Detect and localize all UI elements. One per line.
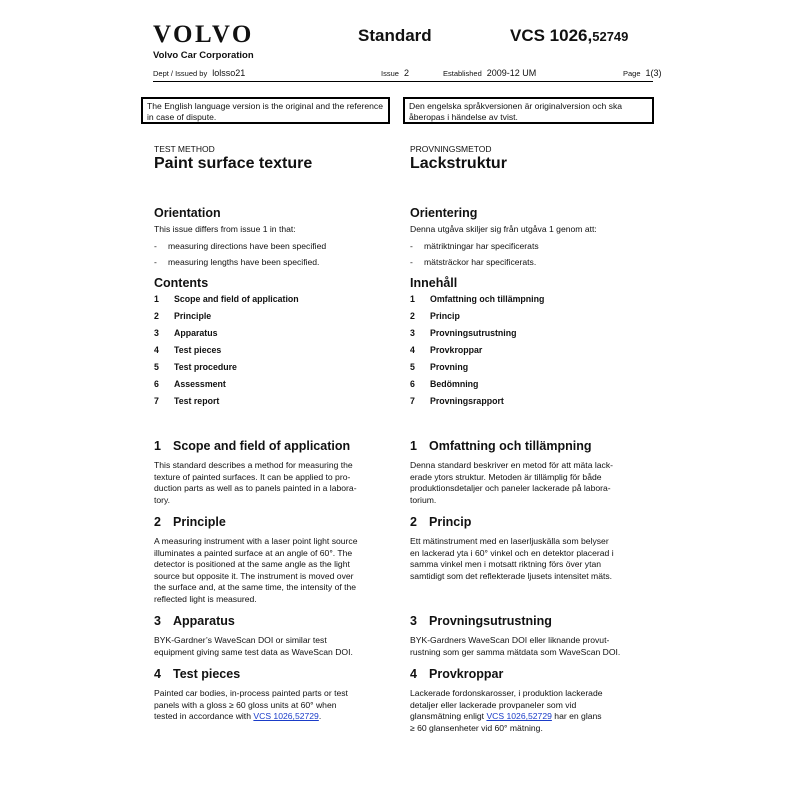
section-1-heading-sv: 1 Omfattning och tillämpning bbox=[410, 439, 592, 453]
page-label: Page bbox=[623, 69, 641, 78]
section-2-heading-sv: 2 Princip bbox=[410, 515, 472, 529]
doc-number-sub: 52749 bbox=[592, 29, 629, 44]
provningsmetod-label: PROVNINGSMETOD bbox=[410, 144, 492, 154]
orientering-intro: Denna utgåva skiljer sig från utgåva 1 genom att: bbox=[410, 224, 597, 234]
notice-box-sv: Den engelska språkversionen är originalversion och ska åberopas i händelse av tvist. bbox=[403, 97, 654, 124]
list-item: - mätsträckor har specificerats. bbox=[410, 257, 537, 268]
section-1-text-sv: Denna standard beskriver en metod för att mäta lack- erade ytors struktur. Metoden är tillämplig för både produktionsdetaljer och paneler lackerade på labora- torium. bbox=[410, 460, 614, 505]
swedish-column bbox=[410, 140, 655, 410]
toc-item[interactable]: 6 Assessment bbox=[154, 378, 226, 389]
toc-item[interactable]: 5 Provning bbox=[410, 361, 469, 372]
orientation-intro: This issue differs from issue 1 in that: bbox=[154, 224, 296, 234]
orientering-heading: Orientering bbox=[410, 206, 478, 220]
toc-item[interactable]: 1 Scope and field of application bbox=[154, 293, 299, 304]
toc-item[interactable]: 3 Apparatus bbox=[154, 327, 218, 338]
section-3-heading-sv: 3 Provningsutrustning bbox=[410, 614, 552, 628]
toc-item[interactable]: 2 Principle bbox=[154, 310, 212, 321]
section-3-heading: 3 Apparatus bbox=[154, 614, 235, 628]
table-of-contents-sv bbox=[410, 291, 655, 410]
section-2-text: A measuring instrument with a laser point light source illuminates a painted surface at an angle of 60°. The detector is positioned at the same angle as the light source but opposite it. The instrument is moved over the surface and, at the same time, the intensity of the reflected light is measured. bbox=[154, 536, 358, 604]
toc-item[interactable]: 4 Test pieces bbox=[154, 344, 222, 355]
vcs-reference-link[interactable]: VCS 1026,52729 bbox=[253, 711, 319, 722]
section-2-text-sv: Ett mätinstrument med en laserljuskälla som belyser en lackerad yta i 60° vinkel och en detektor placerad i samma vinkel men i motsatt riktning förs över ytan samtidigt som det reflekterade ljusets intensitet mäts. bbox=[410, 536, 614, 581]
section-4-text: Painted car bodies, in-process painted parts or test panels with a gloss ≥ 60 gloss units at 60° when tested in accordance with VCS 1026,52729. bbox=[154, 688, 348, 722]
innehall-heading: Innehåll bbox=[410, 275, 458, 290]
toc-item[interactable]: 7 Provningsrapport bbox=[410, 395, 504, 406]
section-2-heading: 2 Principle bbox=[154, 515, 226, 529]
test-method-label: TEST METHOD bbox=[154, 144, 215, 154]
header-divider bbox=[153, 81, 653, 82]
issue-value: 2 bbox=[403, 68, 409, 78]
vcs-reference-link-sv[interactable]: VCS 1026,52729 bbox=[486, 711, 552, 722]
issue-label: Issue bbox=[381, 69, 399, 78]
toc-item[interactable]: 5 Test procedure bbox=[154, 361, 237, 372]
section-3-text-sv: BYK-Gardners WaveScan DOI eller liknande provut- rustning som ger samma mätdata som WaveScan DOI. bbox=[410, 635, 621, 657]
toc-item[interactable]: 7 Test report bbox=[154, 395, 220, 406]
dept-value: lolsso21 bbox=[212, 68, 246, 78]
doc-number-main: VCS 1026, bbox=[510, 26, 593, 45]
section-1-heading: 1 Scope and field of application bbox=[154, 439, 351, 453]
list-item: - measuring lengths have been specified. bbox=[154, 257, 320, 268]
orientation-heading: Orientation bbox=[154, 206, 221, 220]
established-value: 2009-12 UM bbox=[486, 68, 537, 78]
established-field bbox=[443, 68, 536, 78]
section-4-heading-sv: 4 Provkroppar bbox=[410, 667, 504, 681]
volvo-logo: VOLVO bbox=[153, 21, 254, 48]
toc-item[interactable]: 3 Provningsutrustning bbox=[410, 327, 517, 338]
toc-item[interactable]: 2 Princip bbox=[410, 310, 460, 321]
toc-item[interactable]: 4 Provkroppar bbox=[410, 344, 483, 355]
english-column bbox=[154, 140, 399, 410]
document-title: Paint surface texture bbox=[154, 155, 313, 172]
doc-number bbox=[510, 26, 628, 46]
section-4-text-sv: Lackerade fordonskarosser, i produktion lackerade detaljer eller lackerade provpaneler som vid glansmätning enligt VCS 1026,52729 har en glans ≥ 60 glansenheter vid 60° mätning. bbox=[410, 688, 603, 733]
section-1-text: This standard describes a method for measuring the texture of painted surfaces. It can be applied to pro- duction parts as well as to panels painted in a labora- tory. bbox=[154, 460, 357, 505]
page-field bbox=[623, 68, 662, 78]
section-3-text: BYK-Gardner’s WaveScan DOI or similar test equipment giving same test data as WaveScan DOI. bbox=[154, 635, 353, 657]
issue-field bbox=[381, 68, 409, 78]
dept-field bbox=[153, 68, 245, 78]
document-title-sv: Lackstruktur bbox=[410, 155, 507, 172]
dept-label: Dept / Issued by bbox=[153, 69, 208, 78]
list-item: - measuring directions have been specified bbox=[154, 240, 327, 251]
doc-type: Standard bbox=[358, 26, 432, 45]
corporation-name: Volvo Car Corporation bbox=[153, 50, 254, 61]
notice-box-en: The English language version is the original and the reference in case of dispute. bbox=[141, 97, 390, 124]
table-of-contents bbox=[154, 291, 399, 410]
established-label: Established bbox=[443, 69, 482, 78]
page-value: 1(3) bbox=[645, 68, 662, 78]
list-item: - mätriktningar har specificerats bbox=[410, 240, 539, 251]
section-4-heading: 4 Test pieces bbox=[154, 667, 241, 681]
toc-item[interactable]: 1 Omfattning och tillämpning bbox=[410, 293, 545, 304]
contents-heading: Contents bbox=[154, 275, 209, 290]
toc-item[interactable]: 6 Bedömning bbox=[410, 378, 479, 389]
